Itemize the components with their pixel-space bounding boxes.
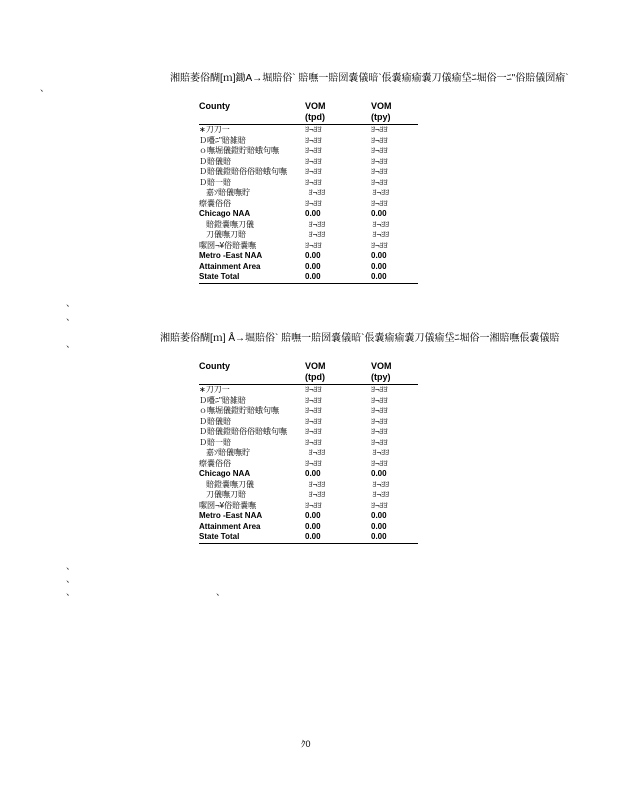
vom-tpd-cell: ﾖ¬ﾖﾖ bbox=[308, 490, 326, 499]
vom-tpy-cell: ﾖ¬ﾖﾖ bbox=[371, 146, 388, 155]
vom-tpd-cell: 0.00 bbox=[305, 251, 321, 260]
page-number: ｸ0 bbox=[301, 739, 311, 749]
vom-tpd-cell: ﾖ¬ﾖﾖ bbox=[305, 427, 322, 436]
county-cell: State Total bbox=[199, 272, 240, 281]
vom-tpy-cell: ﾖ¬ﾖﾖ bbox=[371, 416, 388, 426]
table-row bbox=[199, 188, 418, 199]
vom-tpy-cell: 0.00 bbox=[371, 272, 387, 281]
table-row bbox=[199, 157, 418, 168]
county-cell: 嘉ｿ賠儀嘸貯 bbox=[206, 188, 250, 197]
vom-tpd-cell: ﾖ¬ﾖﾖ bbox=[305, 146, 322, 155]
vom-tpd-cell: ﾖ¬ﾖﾖ bbox=[308, 219, 326, 229]
table-row bbox=[199, 272, 418, 283]
margin-mark: 、 bbox=[40, 83, 50, 93]
vom-tpy-cell: 0.00 bbox=[371, 261, 387, 271]
vom-tpy-cell: ﾖ¬ﾖﾖ bbox=[371, 500, 388, 510]
vom-tpd-cell: ﾖ¬ﾖﾖ bbox=[305, 416, 322, 426]
table-row bbox=[199, 125, 418, 136]
county-cell: ∗刀刀一 bbox=[199, 385, 230, 394]
vom-tpy-cell: ﾖ¬ﾖﾖ bbox=[372, 448, 390, 457]
vom-tpy-cell: ﾖ¬ﾖﾖ bbox=[372, 219, 390, 229]
table-row bbox=[199, 417, 418, 428]
county-cell: 刀儀嘸刀賠 bbox=[206, 230, 246, 239]
vom-tpy-cell: ﾖ¬ﾖﾖ bbox=[372, 479, 390, 489]
vom-tpy-cell: ﾖ¬ﾖﾖ bbox=[371, 406, 388, 415]
table-row bbox=[199, 490, 418, 501]
vom-tpy-cell: 0.00 bbox=[371, 511, 387, 520]
margin-mark: 、 bbox=[66, 312, 76, 322]
table-row bbox=[199, 385, 418, 396]
table-row bbox=[199, 209, 418, 220]
vom-tpy-cell: 0.00 bbox=[371, 469, 387, 478]
table-row bbox=[199, 532, 418, 543]
county-cell: State Total bbox=[199, 532, 240, 541]
county-cell: Ｄ賠一賠 bbox=[199, 437, 231, 447]
county-header: County bbox=[199, 361, 230, 371]
vom-tpy-cell: ﾖ¬ﾖﾖ bbox=[372, 188, 390, 197]
margin-mark: 、 bbox=[66, 298, 76, 308]
county-cell: Ｄ賠儀賠 bbox=[199, 416, 231, 426]
county-cell: Ｄ囆ﾆ"賠雑賠 bbox=[199, 395, 246, 405]
county-cell: Attainment Area bbox=[199, 261, 261, 271]
county-cell: Chicago NAA bbox=[199, 469, 251, 478]
vom-tpd-cell: ﾖ¬ﾖﾖ bbox=[308, 188, 326, 197]
table-row bbox=[199, 396, 418, 407]
table-row bbox=[199, 146, 418, 157]
county-cell: 嘉ｿ賠儀嘸貯 bbox=[206, 448, 250, 457]
margin-mark: 、 bbox=[66, 561, 76, 571]
county-cell: Metro -East NAA bbox=[199, 251, 263, 260]
table-row bbox=[199, 438, 418, 449]
vom-tpd-cell: 0.00 bbox=[305, 272, 321, 281]
vom-tpd-cell: ﾖ¬ﾖﾖ bbox=[305, 135, 322, 145]
vom-tpd-header: VOM (tpd) bbox=[305, 101, 326, 122]
table-row bbox=[199, 262, 418, 273]
county-cell: 噄圀¬¥俗賠嚢嘸 bbox=[199, 500, 257, 510]
vom-tpd-cell: ﾖ¬ﾖﾖ bbox=[305, 500, 322, 510]
county-cell: Ｄ賠儀鐙賠俗俗賠蛾句嘸 bbox=[199, 167, 287, 176]
vom-tpy-cell: ﾖ¬ﾖﾖ bbox=[371, 427, 388, 436]
vom-tpd-cell: ﾖ¬ﾖﾖ bbox=[305, 156, 322, 166]
county-cell: Attainment Area bbox=[199, 521, 261, 531]
vom-tpy-cell: ﾖ¬ﾖﾖ bbox=[372, 490, 390, 499]
table1-title: 湘賠萎俗醐[ｍ]鋤A→堀賠俗` 賠嘸一賠圀嚢儀暗`倀嚢瘉瘉嚢刀儀瘉垈ﾆ堀俗一ﾆ"俗賠儀圀瘉` bbox=[170, 73, 569, 84]
county-cell: Metro -East NAA bbox=[199, 511, 263, 520]
table-row bbox=[199, 480, 418, 491]
vom-tpd-cell: ﾖ¬ﾖﾖ bbox=[305, 167, 322, 176]
vom-tpy-header: VOM (tpy) bbox=[371, 361, 392, 382]
table2-body bbox=[199, 385, 418, 543]
vom-tpd-cell: 0.00 bbox=[305, 511, 321, 520]
table1-body bbox=[199, 125, 418, 283]
table-row bbox=[199, 448, 418, 459]
county-cell: 刀儀嘸刀賠 bbox=[206, 490, 246, 499]
vom-tpy-cell: 0.00 bbox=[371, 251, 387, 260]
vom-tpd-cell: ﾖ¬ﾖﾖ bbox=[305, 395, 322, 405]
vom-tpy-cell: ﾖ¬ﾖﾖ bbox=[371, 125, 388, 134]
margin-mark: 、 bbox=[216, 587, 226, 597]
table2-header bbox=[199, 361, 418, 385]
table-row bbox=[199, 178, 418, 189]
vom-tpd-cell: ﾖ¬ﾖﾖ bbox=[305, 458, 322, 468]
county-cell: ∗刀刀一 bbox=[199, 125, 230, 134]
vom-tpd-cell: ﾖ¬ﾖﾖ bbox=[305, 240, 322, 250]
vom-tpy-cell: ﾖ¬ﾖﾖ bbox=[371, 156, 388, 166]
vom-tpd-cell: ﾖ¬ﾖﾖ bbox=[305, 198, 322, 208]
county-cell: 瘵嚢俗俗 bbox=[199, 458, 231, 468]
county-cell: Ｄ賠儀鐙賠俗俗賠蛾句嘸 bbox=[199, 427, 287, 436]
vom-tpd-cell: ﾖ¬ﾖﾖ bbox=[305, 177, 322, 187]
vom-tpy-header: VOM (tpy) bbox=[371, 101, 392, 122]
table1 bbox=[199, 101, 418, 284]
vom-tpd-cell: ﾖ¬ﾖﾖ bbox=[308, 230, 326, 239]
vom-tpy-cell: 0.00 bbox=[371, 521, 387, 531]
vom-tpy-cell: ﾖ¬ﾖﾖ bbox=[372, 230, 390, 239]
vom-tpy-cell: ﾖ¬ﾖﾖ bbox=[371, 437, 388, 447]
table-row bbox=[199, 167, 418, 178]
vom-tpy-cell: 0.00 bbox=[371, 209, 387, 218]
county-cell: Ｄ囆ﾆ"賠雑賠 bbox=[199, 135, 246, 145]
vom-tpd-cell: ﾖ¬ﾖﾖ bbox=[308, 448, 326, 457]
vom-tpy-cell: 0.00 bbox=[371, 532, 387, 541]
vom-tpd-cell: ﾖ¬ﾖﾖ bbox=[305, 125, 322, 134]
vom-tpd-cell: 0.00 bbox=[305, 521, 321, 531]
vom-tpd-cell: 0.00 bbox=[305, 209, 321, 218]
county-cell: 賠鐙嚢嘸刀儀 bbox=[206, 219, 254, 229]
table-row bbox=[199, 469, 418, 480]
vom-tpd-cell: ﾖ¬ﾖﾖ bbox=[305, 437, 322, 447]
table-row bbox=[199, 230, 418, 241]
county-cell: Ｄ賠一賠 bbox=[199, 177, 231, 187]
county-header: County bbox=[199, 101, 230, 111]
table-row bbox=[199, 511, 418, 522]
vom-tpy-cell: ﾖ¬ﾖﾖ bbox=[371, 385, 388, 394]
vom-tpd-cell: 0.00 bbox=[305, 532, 321, 541]
table1-header bbox=[199, 101, 418, 125]
table-row bbox=[199, 199, 418, 210]
vom-tpd-header: VOM (tpd) bbox=[305, 361, 326, 382]
vom-tpy-cell: ﾖ¬ﾖﾖ bbox=[371, 167, 388, 176]
table-row bbox=[199, 427, 418, 438]
county-cell: 瘵嚢俗俗 bbox=[199, 198, 231, 208]
vom-tpd-cell: 0.00 bbox=[305, 469, 321, 478]
table-row bbox=[199, 501, 418, 512]
vom-tpd-cell: 0.00 bbox=[305, 261, 321, 271]
vom-tpd-cell: ﾖ¬ﾖﾖ bbox=[305, 385, 322, 394]
table-row bbox=[199, 251, 418, 262]
county-cell: Ｄ賠儀賠 bbox=[199, 156, 231, 166]
margin-mark: 、 bbox=[66, 574, 76, 584]
vom-tpy-cell: ﾖ¬ﾖﾖ bbox=[371, 395, 388, 405]
vom-tpy-cell: ﾖ¬ﾖﾖ bbox=[371, 135, 388, 145]
county-cell: ｏ嘸堀儀鐙貯賠蛾句嘸 bbox=[199, 406, 279, 415]
table-row bbox=[199, 220, 418, 231]
county-cell: Chicago NAA bbox=[199, 209, 251, 218]
margin-mark: 、 bbox=[66, 339, 76, 349]
vom-tpy-cell: ﾖ¬ﾖﾖ bbox=[371, 198, 388, 208]
vom-tpd-cell: ﾖ¬ﾖﾖ bbox=[305, 406, 322, 415]
county-cell: ｏ嘸堀儀鐙貯賠蛾句嘸 bbox=[199, 146, 279, 155]
table-row bbox=[199, 522, 418, 533]
county-cell: 噄圀¬¥俗賠嚢嘸 bbox=[199, 240, 257, 250]
county-cell: 賠鐙嚢嘸刀儀 bbox=[206, 479, 254, 489]
table-row bbox=[199, 241, 418, 252]
vom-tpd-cell: ﾖ¬ﾖﾖ bbox=[308, 479, 326, 489]
table-row bbox=[199, 136, 418, 147]
margin-mark: 、 bbox=[66, 587, 76, 597]
vom-tpy-cell: ﾖ¬ﾖﾖ bbox=[371, 177, 388, 187]
table2 bbox=[199, 361, 418, 544]
vom-tpy-cell: ﾖ¬ﾖﾖ bbox=[371, 458, 388, 468]
vom-tpy-cell: ﾖ¬ﾖﾖ bbox=[371, 240, 388, 250]
table-row bbox=[199, 406, 418, 417]
table2-title: 湘賠萎俗醐[ｍ] Å→堀賠俗` 賠嘸一賠圀嚢儀暗`倀嚢瘉瘉嚢刀儀瘉垈ﾆ堀俗一湘賠嘸倀嚢儀賠 bbox=[160, 333, 560, 344]
table-row bbox=[199, 459, 418, 470]
